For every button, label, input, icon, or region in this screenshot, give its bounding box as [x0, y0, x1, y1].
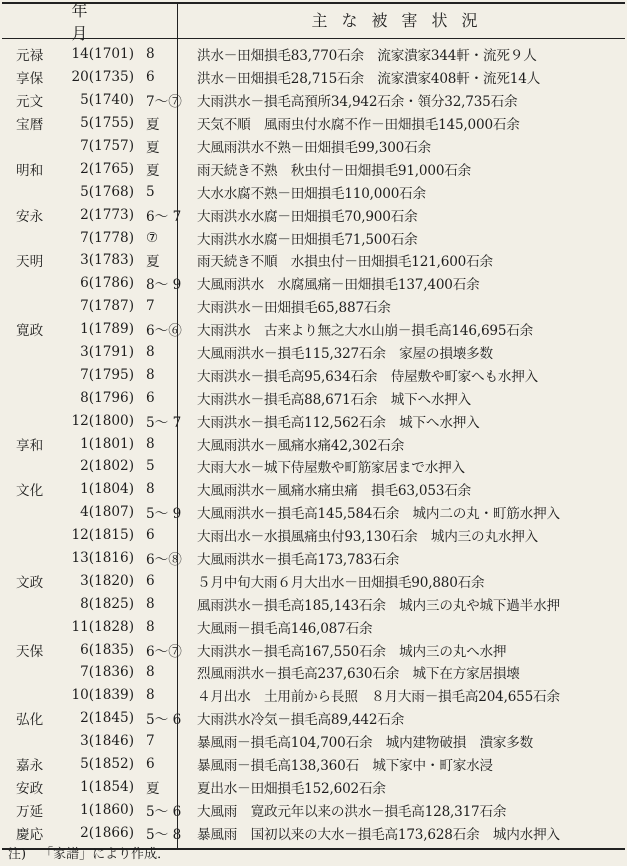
month-cell: 夏: [146, 780, 160, 797]
month-cell: 5: [146, 183, 155, 200]
year-cell: 2(1802): [80, 458, 134, 475]
damage-cell: 天気不順 風雨虫付水腐不作－田畑損毛145,000石余: [197, 117, 520, 134]
table-row: [2, 432, 625, 455]
month-cell: 6: [146, 756, 155, 773]
year-cell: 3(1846): [80, 733, 134, 750]
damage-cell: 大風雨洪水不熟－田畑損毛99,300石余: [197, 140, 431, 156]
damage-cell: 大雨洪水－損毛高112,562石余 城下へ水押入: [197, 414, 480, 431]
table-row: [2, 478, 625, 501]
damage-cell: 大風雨洪水－損毛高145,584石余 城内二の丸・町筋水押入: [197, 506, 560, 523]
month-cell: 夏: [146, 162, 160, 179]
era-cell: 慶応: [16, 826, 44, 843]
year-cell: 20(1735): [71, 69, 134, 86]
table-row: [2, 341, 625, 364]
era-cell: 寛政: [16, 323, 44, 340]
table-row: [2, 386, 625, 409]
damage-cell: 大風雨洪水－風痛水痛虫痛 損毛63,053石余: [197, 483, 472, 500]
month-cell: 8: [146, 481, 155, 498]
table-row: [2, 592, 625, 615]
era-cell: 享保: [16, 71, 44, 88]
damage-cell: 大雨出水－水損風痛虫付93,130石余 城内三の丸水押入: [197, 529, 539, 546]
damage-cell: 洪水－田畑損毛83,770石余 流家潰家344軒・流死９人: [197, 48, 537, 65]
era-cell: 文化: [16, 483, 44, 500]
year-cell: 2(1866): [80, 824, 134, 841]
month-cell: 7: [146, 733, 155, 750]
damage-table: [2, 2, 625, 850]
damage-cell: 大雨洪水－損毛高167,550石余 城内三の丸へ水押: [197, 643, 507, 660]
damage-cell: ４月出水 土用前から長照 ８月大雨－損毛高204,655石余: [197, 689, 560, 706]
table-row: [2, 524, 625, 547]
month-cell: 6～⑦: [146, 643, 182, 660]
table-row: [2, 638, 625, 661]
damage-cell: 洪水－田畑損毛28,715石余 流家潰家408軒・流死14人: [197, 71, 541, 88]
damage-cell: 雨天続き不順 水損虫付－田畑損毛121,600石余: [197, 254, 493, 271]
table-row: [2, 615, 625, 638]
year-cell: 14(1701): [71, 46, 134, 63]
year-cell: 3(1820): [80, 572, 134, 589]
table-row: [2, 249, 625, 272]
month-cell: ⑦: [146, 229, 159, 246]
table-row: [2, 501, 625, 524]
year-cell: 1(1801): [80, 435, 134, 452]
damage-cell: 大雨洪水水腐－田畑損毛71,500石余: [197, 231, 418, 248]
month-cell: 8: [146, 46, 155, 63]
damage-cell: 夏出水－田畑損毛152,602石余: [197, 780, 386, 797]
damage-cell: 暴風雨－損毛高104,700石余 城内建物破損 潰家多数: [197, 735, 534, 752]
era-cell: 天保: [16, 643, 44, 660]
era-cell: 安政: [16, 780, 44, 797]
table-header: [2, 1, 625, 43]
year-cell: 5(1755): [80, 115, 134, 132]
year-cell: 8(1825): [80, 595, 134, 612]
damage-cell: 大水水腐不熟－田畑損毛110,000石余: [197, 185, 426, 202]
era-cell: 明和: [16, 162, 44, 179]
table-row: [2, 798, 625, 821]
month-cell: 8: [146, 664, 155, 681]
header-year-month: 年 月: [71, 1, 184, 43]
era-cell: 弘化: [16, 712, 44, 729]
year-cell: 1(1854): [80, 778, 134, 795]
damage-cell: 大風雨洪水－損毛115,327石余 家屋の損壊多数: [197, 346, 493, 363]
era-cell: 元文: [16, 94, 44, 111]
month-cell: 5: [146, 458, 155, 475]
table-row: [2, 363, 625, 386]
era-cell: 万延: [16, 803, 44, 820]
year-cell: 6(1835): [80, 641, 134, 658]
damage-cell: 大風雨洪水－損毛高173,783石余: [197, 552, 400, 569]
table-row: [2, 272, 625, 295]
month-cell: 8: [146, 595, 155, 612]
year-cell: 7(1836): [80, 664, 134, 681]
table-row: [2, 707, 625, 730]
year-cell: 1(1860): [80, 801, 134, 818]
year-cell: 5(1852): [80, 756, 134, 773]
month-cell: 6: [146, 69, 155, 86]
year-cell: 2(1845): [80, 710, 134, 727]
damage-cell: 大風雨 寛政元年以来の洪水－損毛高128,317石余: [197, 803, 507, 820]
table-row: [2, 295, 625, 318]
month-cell: 5～ 8: [146, 826, 182, 843]
damage-cell: 暴風雨－損毛高138,360石 城下家中・町家水浸: [197, 758, 493, 775]
table-row: [2, 203, 625, 226]
era-cell: 安永: [16, 208, 44, 225]
month-cell: 8: [146, 344, 155, 361]
table-row: [2, 43, 625, 66]
damage-cell: 大雨洪水水腐－田畑損毛70,900石余: [197, 208, 418, 225]
month-cell: 6: [146, 389, 155, 406]
column-divider: [177, 39, 178, 848]
month-cell: 5～ 7: [146, 414, 182, 431]
month-cell: 6: [146, 572, 155, 589]
year-cell: 1(1789): [80, 321, 134, 338]
era-cell: 元禄: [16, 48, 44, 65]
header-damage: 主な被害状況: [177, 4, 625, 38]
table-row: [2, 776, 625, 799]
table-row: [2, 661, 625, 684]
note-text: 「家譜」により作成．: [40, 847, 171, 862]
table-body: [2, 39, 625, 848]
table-row: [2, 730, 625, 753]
year-cell: 10(1839): [71, 687, 134, 704]
year-cell: 5(1768): [80, 183, 134, 200]
damage-cell: 大風雨－損毛高146,087石余: [197, 620, 373, 637]
table-row: [2, 547, 625, 570]
table-row: [2, 89, 625, 112]
damage-cell: 大雨大水－城下侍屋敷や町筋家居まで水押入: [197, 460, 465, 477]
month-cell: 7～⑦: [146, 94, 182, 111]
year-cell: 3(1791): [80, 344, 134, 361]
note-prefix: 注): [8, 847, 27, 862]
month-cell: 6: [146, 527, 155, 544]
table-row: [2, 569, 625, 592]
year-cell: 1(1804): [80, 481, 134, 498]
year-cell: 3(1783): [80, 252, 134, 269]
table-row: [2, 684, 625, 707]
month-cell: 8: [146, 687, 155, 704]
damage-cell: 大雨洪水－田畑損毛65,887石余: [197, 300, 391, 317]
year-cell: 7(1795): [80, 366, 134, 383]
month-cell: 8～ 9: [146, 277, 182, 294]
table-row: [2, 226, 625, 249]
month-cell: 7: [146, 298, 155, 315]
month-cell: 5～ 6: [146, 712, 182, 729]
year-cell: 2(1773): [80, 206, 134, 223]
year-cell: 4(1807): [80, 504, 134, 521]
damage-cell: 雨天続き不熟 秋虫付－田畑損毛91,000石余: [197, 162, 472, 179]
table-row: [2, 66, 625, 89]
year-cell: 12(1800): [71, 412, 134, 429]
month-cell: 6～⑧: [146, 552, 182, 569]
damage-cell: 大雨洪水冷気－損毛高89,442石余: [197, 712, 405, 729]
year-cell: 7(1778): [80, 229, 134, 246]
table-row: [2, 135, 625, 158]
era-cell: 嘉永: [16, 758, 44, 775]
damage-cell: 大雨洪水 古来より無之大水山崩－損毛高146,695石余: [197, 323, 534, 340]
year-cell: 6(1786): [80, 275, 134, 292]
month-cell: 5～ 6: [146, 803, 182, 820]
month-cell: 6～ 7: [146, 208, 182, 225]
damage-cell: 大雨洪水－損毛高88,671石余 城下へ水押入: [197, 391, 472, 408]
month-cell: 8: [146, 366, 155, 383]
table-row: [2, 180, 625, 203]
month-cell: 夏: [146, 254, 160, 271]
year-cell: 8(1796): [80, 389, 134, 406]
damage-cell: 大雨洪水－損毛高95,634石余 侍屋敷や町家へも水押入: [197, 368, 539, 385]
table-row: [2, 157, 625, 180]
table-row: [2, 112, 625, 135]
year-cell: 12(1815): [71, 527, 134, 544]
table-row: [2, 409, 625, 432]
damage-cell: 大風雨洪水－風痛水痛42,302石余: [197, 437, 405, 454]
table-row: [2, 455, 625, 478]
era-cell: 天明: [16, 254, 44, 271]
year-cell: 5(1740): [80, 92, 134, 109]
damage-cell: 大雨洪水－損毛高預所34,942石余・領分32,735石余: [197, 94, 518, 111]
era-cell: 宝暦: [16, 117, 44, 134]
month-cell: 5～ 9: [146, 506, 182, 523]
year-cell: 11(1828): [71, 618, 134, 635]
era-cell: 文政: [16, 574, 44, 591]
month-cell: 6～⑥: [146, 323, 182, 340]
table-row: [2, 318, 625, 341]
year-cell: 7(1757): [80, 138, 134, 154]
table-row: [2, 753, 625, 776]
month-cell: 夏: [146, 140, 160, 156]
era-cell: 享和: [16, 437, 44, 454]
month-cell: 8: [146, 618, 155, 635]
month-cell: 夏: [146, 117, 160, 134]
damage-cell: 烈風雨洪水－損毛高237,630石余 城下在方家居損壊: [197, 666, 520, 683]
damage-cell: 暴風雨 国初以来の大水－損毛高173,628石余 城内水押入: [197, 826, 560, 843]
month-cell: 8: [146, 435, 155, 452]
table-row: [2, 821, 625, 844]
damage-cell: 風雨洪水－損毛高185,143石余 城内三の丸や城下過半水押: [197, 597, 560, 614]
damage-cell: ５月中旬大雨６月大出水－田畑損毛90,880石余: [197, 574, 485, 591]
year-cell: 13(1816): [71, 550, 134, 567]
damage-cell: 大風雨洪水 水腐風痛－田畑損毛137,400石余: [197, 277, 480, 294]
year-cell: 2(1765): [80, 160, 134, 177]
year-cell: 7(1787): [80, 298, 134, 315]
table-note: [8, 843, 184, 862]
